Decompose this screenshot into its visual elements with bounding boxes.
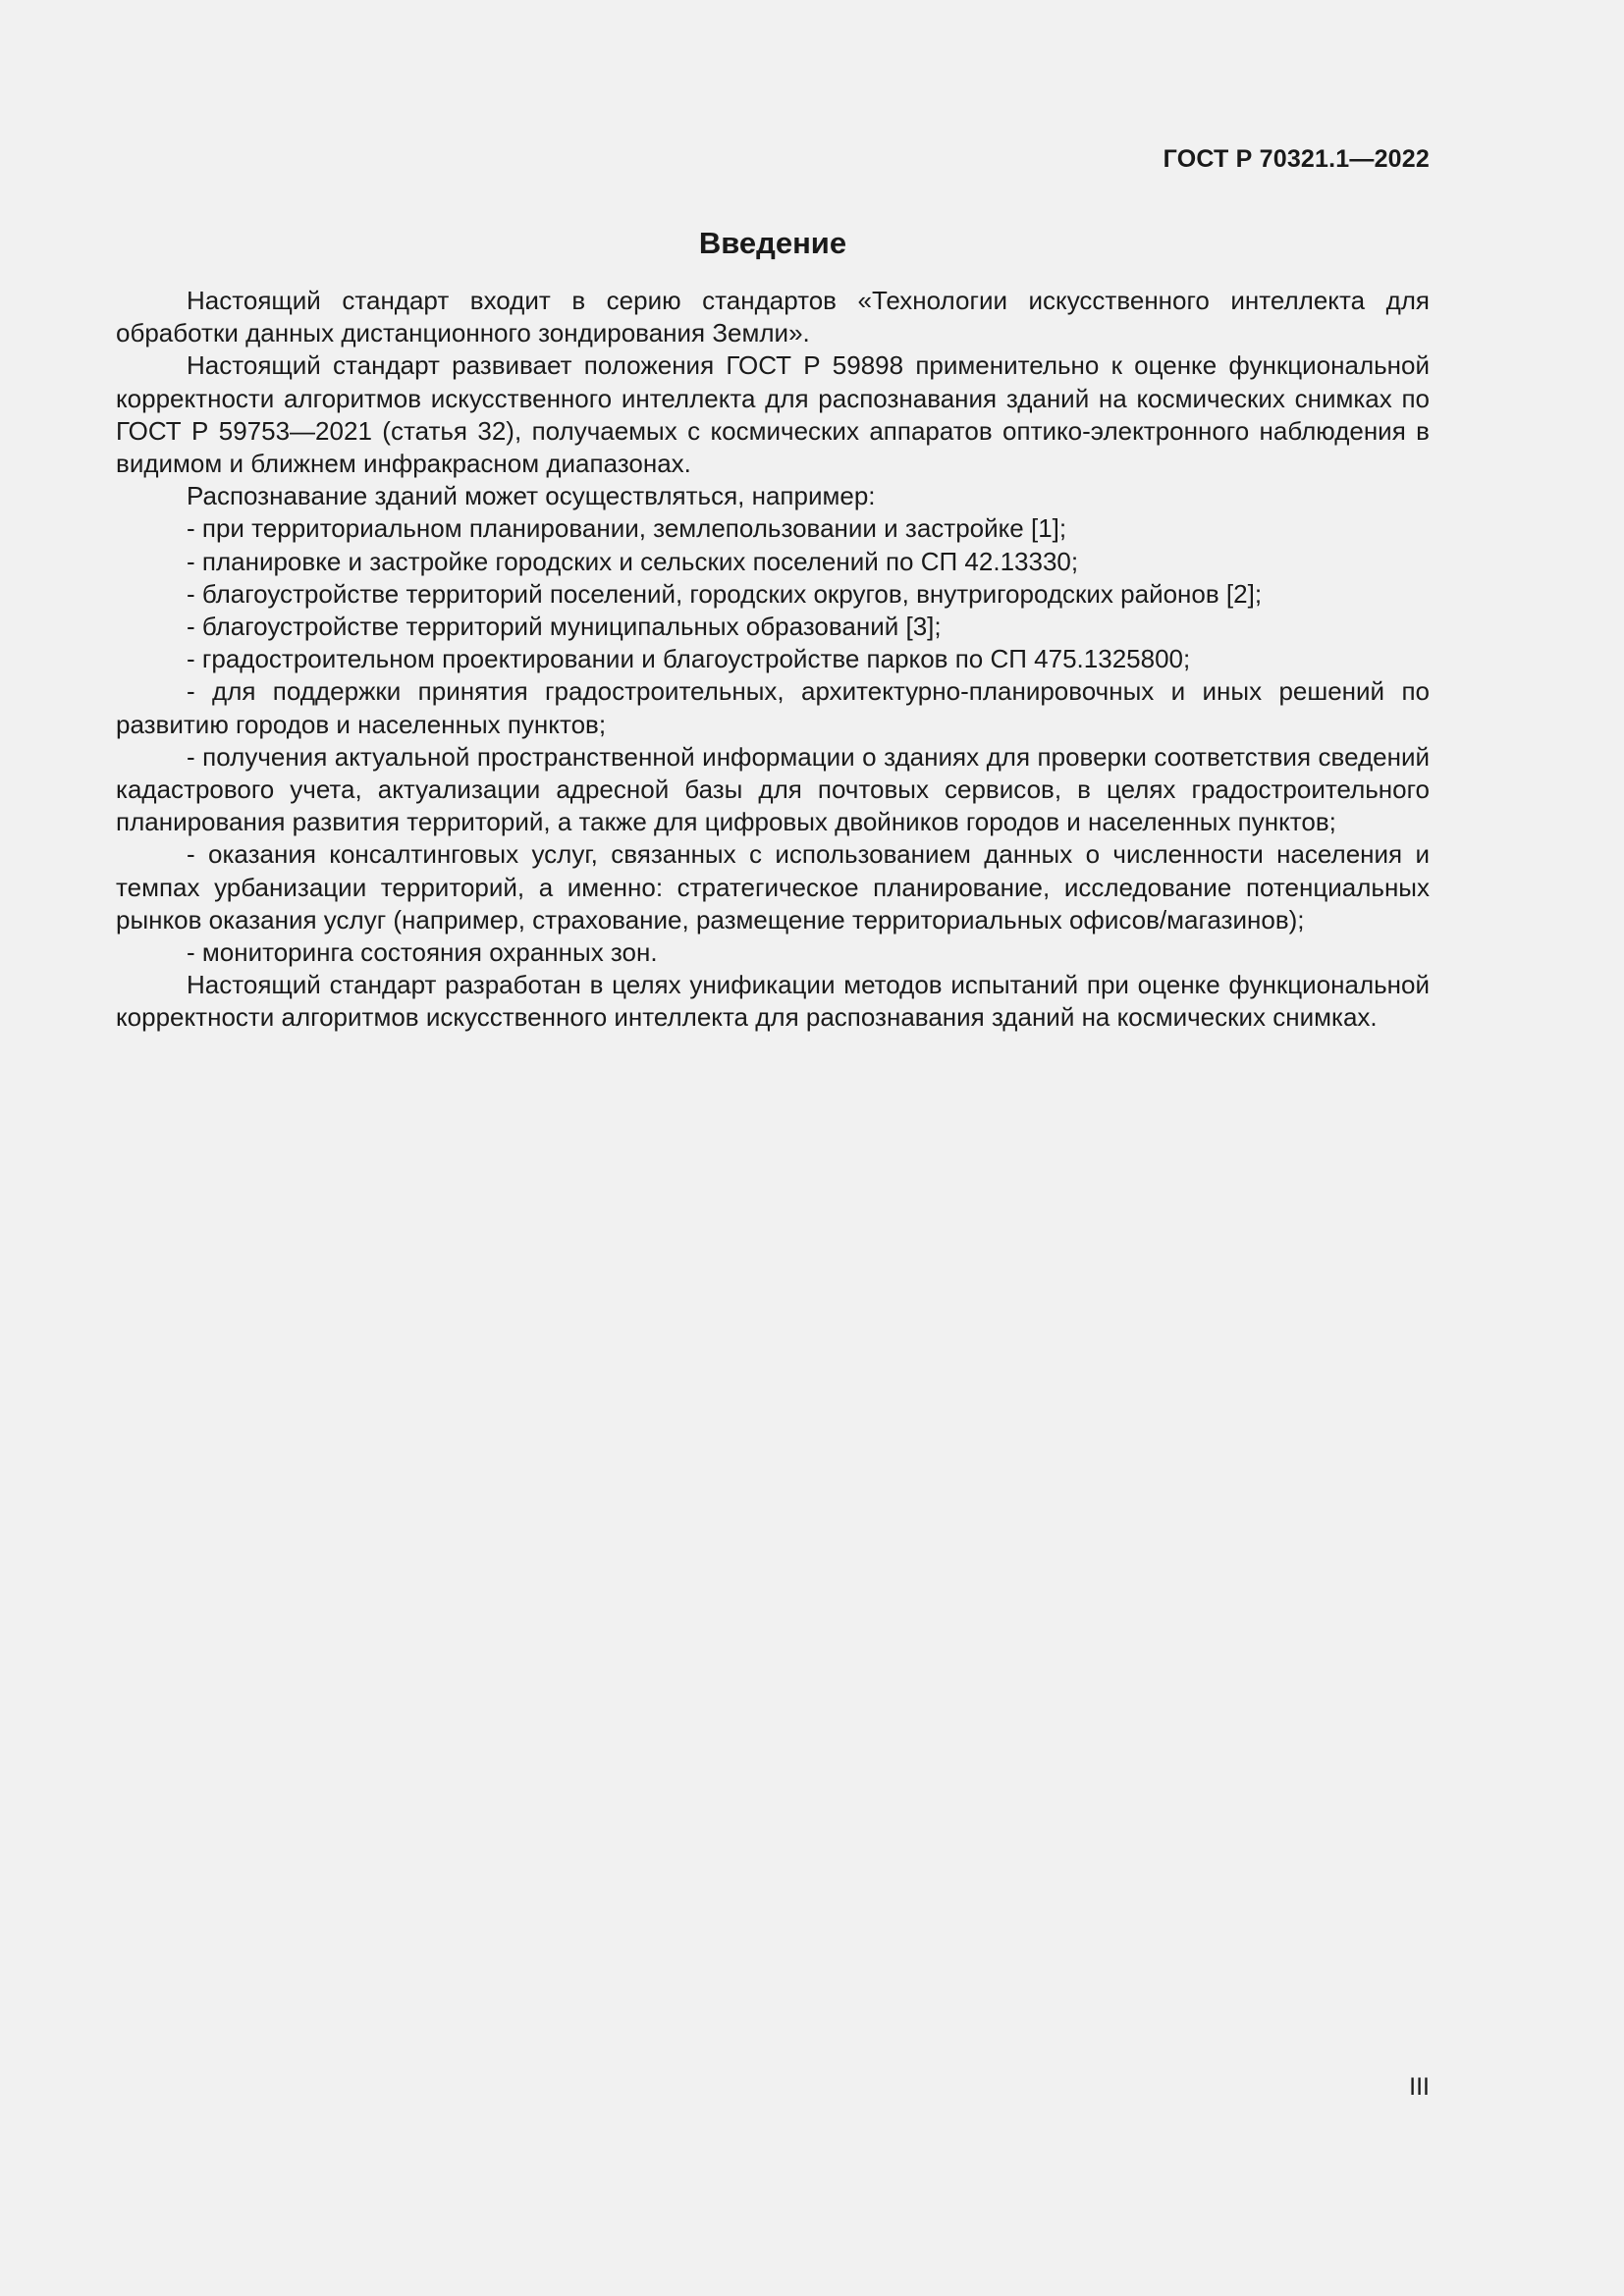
list-item: - градостроительном проектировании и благоустройстве парков по СП 475.1325800; — [187, 644, 1191, 674]
paragraph: Распознавание зданий может осуществляться, например: — [187, 481, 876, 511]
list-item: - мониторинга состояния охранных зон. — [187, 937, 658, 968]
paragraph: Настоящий стандарт разработан в целях унификации методов испытаний при оценке функциональной корректности алгоритмов искусственного интеллекта для распознавания зданий на космических снимках. — [116, 970, 1430, 1033]
list-item: - при территориальном планировании, землепользовании и застройке [1]; — [187, 513, 1067, 544]
list-item: - для поддержки принятия градостроительных, архитектурно-планировочных и иных решений по развитию городов и населенных пунктов; — [116, 676, 1430, 739]
body-text — [116, 285, 1430, 1035]
list-item: - оказания консалтинговых услуг, связанных с использованием данных о численности населения и темпах урбанизации территорий, а именно: стратегическое планирование, исследование потенциальных рынков оказания услуг (например, страхование, размещение территориальных офисов/магазинов); — [116, 839, 1430, 934]
paragraph: Настоящий стандарт входит в серию стандартов «Технологии искусственного интеллекта для обработки данных дистанционного зондирования Земли». — [116, 286, 1430, 348]
list-item: - планировке и застройке городских и сельских поселений по СП 42.13330; — [187, 546, 1079, 576]
paragraph: Настоящий стандарт развивает положения ГОСТ Р 59898 применительно к оценке функциональной корректности алгоритмов искусственного интеллекта для распознавания зданий на космических снимках по ГОСТ Р 59753—2021 (статья 32), получаемых с космических аппаратов оптико-электронного наблюдения в видимом и ближнем инфракрасном диапазонах. — [116, 350, 1430, 479]
list-item: - получения актуальной пространственной информации о зданиях для проверки соответствия сведений кадастрового учета, актуализации адресной базы для почтовых сервисов, в целях градостроительного планирования развития территорий, а также для цифровых двойников городов и населенных пунктов; — [116, 741, 1430, 837]
list-item: - благоустройстве территорий поселений, городских округов, внутригородских районов [2]; — [187, 578, 1263, 609]
section-title: Введение — [698, 226, 847, 260]
list-item: - благоустройстве территорий муниципальных образований [3]; — [187, 612, 942, 642]
standard-code: ГОСТ Р 70321.1—2022 — [1163, 145, 1430, 173]
page-number: III — [1409, 2073, 1430, 2101]
